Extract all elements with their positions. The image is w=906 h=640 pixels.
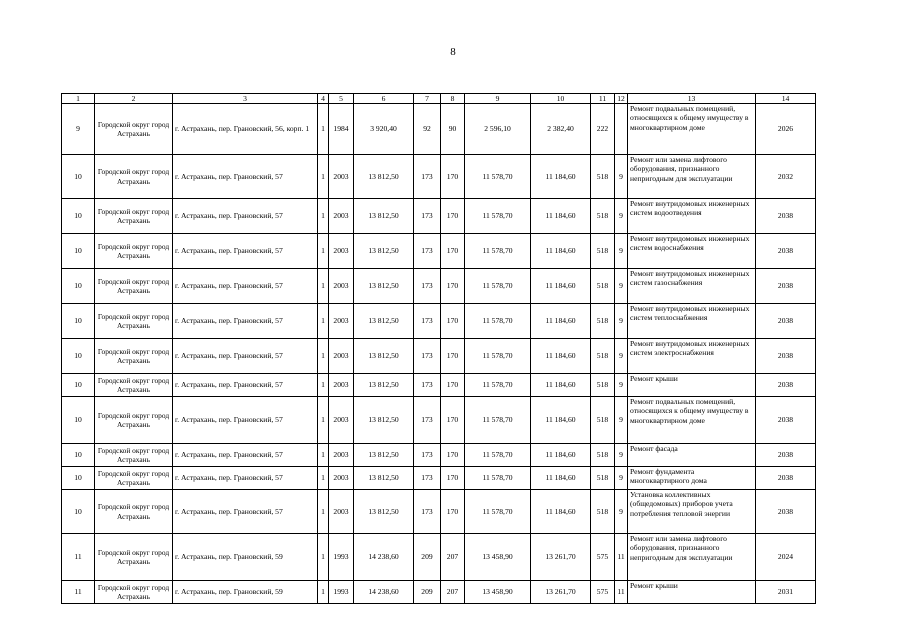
- total-area-cell: 13 812,50: [354, 397, 414, 444]
- municipality-cell: Городской округ город Астрахань: [95, 534, 173, 581]
- col-8-cell: 207: [441, 581, 465, 604]
- col-4-cell: 1: [318, 199, 329, 234]
- col-7-cell: 173: [414, 444, 441, 467]
- planned-year-cell: 2038: [756, 374, 816, 397]
- planned-year-cell: 2026: [756, 104, 816, 155]
- area-10-cell: 11 184,60: [531, 155, 591, 199]
- col-11-cell: 518: [591, 269, 615, 304]
- column-number-7: 7: [414, 94, 441, 104]
- row-number-cell: 10: [62, 490, 95, 534]
- column-number-3: 3: [173, 94, 318, 104]
- col-7-cell: 173: [414, 339, 441, 374]
- year-cell: 2003: [329, 490, 354, 534]
- col-7-cell: 173: [414, 199, 441, 234]
- row-number-cell: 10: [62, 444, 95, 467]
- work-type-cell: Ремонт подвальных помещений, относящихся к общему имуществу в многоквартирном доме: [628, 104, 756, 155]
- col-12-cell: 9: [615, 304, 628, 339]
- work-type-cell: Ремонт внутридомовых инженерных систем газоснабжения: [628, 269, 756, 304]
- col-12-cell: 9: [615, 467, 628, 490]
- col-7-cell: 173: [414, 490, 441, 534]
- address-cell: г. Астрахань, пер. Грановский, 57: [173, 155, 318, 199]
- work-type-cell: Ремонт или замена лифтового оборудования, признанного непригодным для эксплуатации: [628, 534, 756, 581]
- total-area-cell: 13 812,50: [354, 444, 414, 467]
- col-7-cell: 173: [414, 234, 441, 269]
- area-10-cell: 11 184,60: [531, 467, 591, 490]
- area-10-cell: 11 184,60: [531, 374, 591, 397]
- col-7-cell: 173: [414, 397, 441, 444]
- address-cell: г. Астрахань, пер. Грановский, 57: [173, 397, 318, 444]
- year-cell: 2003: [329, 374, 354, 397]
- year-cell: 2003: [329, 155, 354, 199]
- registry-table: [61, 93, 816, 604]
- col-4-cell: 1: [318, 444, 329, 467]
- planned-year-cell: 2038: [756, 490, 816, 534]
- col-12-cell: 9: [615, 155, 628, 199]
- col-12-cell: 9: [615, 397, 628, 444]
- col-8-cell: 170: [441, 490, 465, 534]
- year-cell: 2003: [329, 444, 354, 467]
- address-cell: г. Астрахань, пер. Грановский, 59: [173, 581, 318, 604]
- area-10-cell: 11 184,60: [531, 199, 591, 234]
- column-number-header: [62, 94, 816, 104]
- col-8-cell: 170: [441, 155, 465, 199]
- area-9-cell: 11 578,70: [465, 467, 531, 490]
- col-11-cell: 518: [591, 155, 615, 199]
- col-7-cell: 173: [414, 304, 441, 339]
- table-row: [62, 374, 816, 397]
- address-cell: г. Астрахань, пер. Грановский, 57: [173, 444, 318, 467]
- row-number-cell: 10: [62, 155, 95, 199]
- area-9-cell: 11 578,70: [465, 269, 531, 304]
- col-12-cell: 9: [615, 374, 628, 397]
- work-type-cell: Установка коллективных (общедомовых) приборов учета потребления тепловой энергии: [628, 490, 756, 534]
- address-cell: г. Астрахань, пер. Грановский, 57: [173, 199, 318, 234]
- area-10-cell: 11 184,60: [531, 304, 591, 339]
- municipality-cell: Городской округ город Астрахань: [95, 467, 173, 490]
- work-type-cell: Ремонт внутридомовых инженерных систем электроснабжения: [628, 339, 756, 374]
- col-7-cell: 173: [414, 269, 441, 304]
- planned-year-cell: 2038: [756, 467, 816, 490]
- area-10-cell: 11 184,60: [531, 339, 591, 374]
- col-4-cell: 1: [318, 397, 329, 444]
- table-row: [62, 269, 816, 304]
- address-cell: г. Астрахань, пер. Грановский, 57: [173, 234, 318, 269]
- area-10-cell: 13 261,70: [531, 581, 591, 604]
- col-11-cell: 518: [591, 444, 615, 467]
- work-type-cell: Ремонт фундамента многоквартирного дома: [628, 467, 756, 490]
- area-9-cell: 11 578,70: [465, 374, 531, 397]
- col-8-cell: 170: [441, 199, 465, 234]
- work-type-cell: Ремонт подвальных помещений, относящихся к общему имуществу в многоквартирном доме: [628, 397, 756, 444]
- area-9-cell: 11 578,70: [465, 199, 531, 234]
- col-12-cell: 9: [615, 234, 628, 269]
- col-8-cell: 170: [441, 467, 465, 490]
- municipality-cell: Городской округ город Астрахань: [95, 397, 173, 444]
- col-11-cell: 518: [591, 397, 615, 444]
- area-9-cell: 2 596,10: [465, 104, 531, 155]
- row-number-cell: 10: [62, 374, 95, 397]
- planned-year-cell: 2038: [756, 304, 816, 339]
- work-type-cell: Ремонт фасада: [628, 444, 756, 467]
- total-area-cell: 14 238,60: [354, 581, 414, 604]
- col-11-cell: 518: [591, 304, 615, 339]
- address-cell: г. Астрахань, пер. Грановский, 57: [173, 490, 318, 534]
- area-10-cell: 11 184,60: [531, 397, 591, 444]
- col-4-cell: 1: [318, 269, 329, 304]
- col-8-cell: 207: [441, 534, 465, 581]
- row-number-cell: 10: [62, 397, 95, 444]
- col-11-cell: 518: [591, 234, 615, 269]
- planned-year-cell: 2032: [756, 155, 816, 199]
- total-area-cell: 13 812,50: [354, 155, 414, 199]
- col-4-cell: 1: [318, 155, 329, 199]
- col-12-cell: 9: [615, 490, 628, 534]
- total-area-cell: 3 920,40: [354, 104, 414, 155]
- col-4-cell: 1: [318, 490, 329, 534]
- col-4-cell: 1: [318, 234, 329, 269]
- table-row: [62, 304, 816, 339]
- column-number-14: 14: [756, 94, 816, 104]
- year-cell: 1984: [329, 104, 354, 155]
- col-7-cell: 92: [414, 104, 441, 155]
- planned-year-cell: 2038: [756, 397, 816, 444]
- col-11-cell: 518: [591, 374, 615, 397]
- column-number-1: 1: [62, 94, 95, 104]
- area-10-cell: 11 184,60: [531, 490, 591, 534]
- work-type-cell: Ремонт внутридомовых инженерных систем водоснабжения: [628, 234, 756, 269]
- total-area-cell: 13 812,50: [354, 339, 414, 374]
- col-12-cell: 11: [615, 534, 628, 581]
- col-12-cell: 9: [615, 339, 628, 374]
- table-row: [62, 581, 816, 604]
- table-row: [62, 397, 816, 444]
- work-type-cell: Ремонт или замена лифтового оборудования, признанного непригодным для эксплуатации: [628, 155, 756, 199]
- row-number-cell: 10: [62, 339, 95, 374]
- table-row: [62, 199, 816, 234]
- col-7-cell: 209: [414, 581, 441, 604]
- col-8-cell: 90: [441, 104, 465, 155]
- col-4-cell: 1: [318, 374, 329, 397]
- col-12-cell: 9: [615, 199, 628, 234]
- row-number-cell: 10: [62, 467, 95, 490]
- municipality-cell: Городской округ город Астрахань: [95, 444, 173, 467]
- col-8-cell: 170: [441, 397, 465, 444]
- col-7-cell: 173: [414, 155, 441, 199]
- col-8-cell: 170: [441, 444, 465, 467]
- col-8-cell: 170: [441, 304, 465, 339]
- address-cell: г. Астрахань, пер. Грановский, 57: [173, 269, 318, 304]
- table-row: [62, 104, 816, 155]
- municipality-cell: Городской округ город Астрахань: [95, 234, 173, 269]
- col-11-cell: 518: [591, 199, 615, 234]
- municipality-cell: Городской округ город Астрахань: [95, 155, 173, 199]
- column-number-12: 12: [615, 94, 628, 104]
- area-10-cell: 11 184,60: [531, 269, 591, 304]
- column-number-5: 5: [329, 94, 354, 104]
- area-9-cell: 11 578,70: [465, 397, 531, 444]
- area-10-cell: 13 261,70: [531, 534, 591, 581]
- col-8-cell: 170: [441, 234, 465, 269]
- area-9-cell: 11 578,70: [465, 304, 531, 339]
- total-area-cell: 13 812,50: [354, 374, 414, 397]
- column-number-13: 13: [628, 94, 756, 104]
- table-row: [62, 534, 816, 581]
- row-number-cell: 10: [62, 304, 95, 339]
- row-number-cell: 11: [62, 534, 95, 581]
- year-cell: 2003: [329, 269, 354, 304]
- year-cell: 2003: [329, 339, 354, 374]
- column-number-6: 6: [354, 94, 414, 104]
- col-12-cell: 9: [615, 269, 628, 304]
- work-type-cell: Ремонт внутридомовых инженерных систем теплоснабжения: [628, 304, 756, 339]
- total-area-cell: 13 812,50: [354, 304, 414, 339]
- table-row: [62, 234, 816, 269]
- col-4-cell: 1: [318, 581, 329, 604]
- table-row: [62, 155, 816, 199]
- total-area-cell: 13 812,50: [354, 199, 414, 234]
- col-4-cell: 1: [318, 467, 329, 490]
- work-type-cell: Ремонт крыши: [628, 581, 756, 604]
- col-11-cell: 575: [591, 534, 615, 581]
- column-number-4: 4: [318, 94, 329, 104]
- row-number-cell: 11: [62, 581, 95, 604]
- municipality-cell: Городской округ город Астрахань: [95, 199, 173, 234]
- municipality-cell: Городской округ город Астрахань: [95, 269, 173, 304]
- municipality-cell: Городской округ город Астрахань: [95, 104, 173, 155]
- col-11-cell: 575: [591, 581, 615, 604]
- area-9-cell: 11 578,70: [465, 490, 531, 534]
- page-number: 8: [450, 46, 456, 58]
- municipality-cell: Городской округ город Астрахань: [95, 374, 173, 397]
- address-cell: г. Астрахань, пер. Грановский, 56, корп. 1: [173, 104, 318, 155]
- area-9-cell: 11 578,70: [465, 155, 531, 199]
- planned-year-cell: 2038: [756, 444, 816, 467]
- row-number-cell: 10: [62, 234, 95, 269]
- year-cell: 2003: [329, 304, 354, 339]
- col-8-cell: 170: [441, 339, 465, 374]
- total-area-cell: 13 812,50: [354, 234, 414, 269]
- area-9-cell: 13 458,90: [465, 534, 531, 581]
- municipality-cell: Городской округ город Астрахань: [95, 304, 173, 339]
- col-12-cell: 11: [615, 581, 628, 604]
- planned-year-cell: 2024: [756, 534, 816, 581]
- row-number-cell: 10: [62, 199, 95, 234]
- column-number-9: 9: [465, 94, 531, 104]
- col-4-cell: 1: [318, 304, 329, 339]
- column-number-11: 11: [591, 94, 615, 104]
- planned-year-cell: 2038: [756, 339, 816, 374]
- col-12-cell: 9: [615, 444, 628, 467]
- table-row: [62, 467, 816, 490]
- area-9-cell: 11 578,70: [465, 444, 531, 467]
- row-number-cell: 10: [62, 269, 95, 304]
- municipality-cell: Городской округ город Астрахань: [95, 490, 173, 534]
- address-cell: г. Астрахань, пер. Грановский, 59: [173, 534, 318, 581]
- address-cell: г. Астрахань, пер. Грановский, 57: [173, 339, 318, 374]
- col-11-cell: 518: [591, 339, 615, 374]
- municipality-cell: Городской округ город Астрахань: [95, 339, 173, 374]
- col-8-cell: 170: [441, 269, 465, 304]
- address-cell: г. Астрахань, пер. Грановский, 57: [173, 467, 318, 490]
- col-4-cell: 1: [318, 534, 329, 581]
- total-area-cell: 13 812,50: [354, 269, 414, 304]
- year-cell: 1993: [329, 534, 354, 581]
- area-9-cell: 13 458,90: [465, 581, 531, 604]
- total-area-cell: 14 238,60: [354, 534, 414, 581]
- col-11-cell: 222: [591, 104, 615, 155]
- work-type-cell: Ремонт внутридомовых инженерных систем водоотведения: [628, 199, 756, 234]
- work-type-cell: Ремонт крыши: [628, 374, 756, 397]
- total-area-cell: 13 812,50: [354, 467, 414, 490]
- total-area-cell: 13 812,50: [354, 490, 414, 534]
- column-number-8: 8: [441, 94, 465, 104]
- col-4-cell: 1: [318, 104, 329, 155]
- year-cell: 2003: [329, 397, 354, 444]
- planned-year-cell: 2038: [756, 269, 816, 304]
- col-4-cell: 1: [318, 339, 329, 374]
- area-10-cell: 11 184,60: [531, 234, 591, 269]
- col-8-cell: 170: [441, 374, 465, 397]
- area-10-cell: 11 184,60: [531, 444, 591, 467]
- row-number-cell: 9: [62, 104, 95, 155]
- col-7-cell: 173: [414, 467, 441, 490]
- address-cell: г. Астрахань, пер. Грановский, 57: [173, 374, 318, 397]
- municipality-cell: Городской округ город Астрахань: [95, 581, 173, 604]
- area-9-cell: 11 578,70: [465, 234, 531, 269]
- planned-year-cell: 2038: [756, 234, 816, 269]
- planned-year-cell: 2031: [756, 581, 816, 604]
- year-cell: 1993: [329, 581, 354, 604]
- column-number-10: 10: [531, 94, 591, 104]
- year-cell: 2003: [329, 234, 354, 269]
- area-9-cell: 11 578,70: [465, 339, 531, 374]
- col-12-cell: [615, 104, 628, 155]
- planned-year-cell: 2038: [756, 199, 816, 234]
- col-11-cell: 518: [591, 467, 615, 490]
- table-row: [62, 444, 816, 467]
- column-number-2: 2: [95, 94, 173, 104]
- year-cell: 2003: [329, 467, 354, 490]
- year-cell: 2003: [329, 199, 354, 234]
- col-7-cell: 209: [414, 534, 441, 581]
- area-10-cell: 2 382,40: [531, 104, 591, 155]
- table-row: [62, 490, 816, 534]
- address-cell: г. Астрахань, пер. Грановский, 57: [173, 304, 318, 339]
- col-7-cell: 173: [414, 374, 441, 397]
- table-row: [62, 339, 816, 374]
- col-11-cell: 518: [591, 490, 615, 534]
